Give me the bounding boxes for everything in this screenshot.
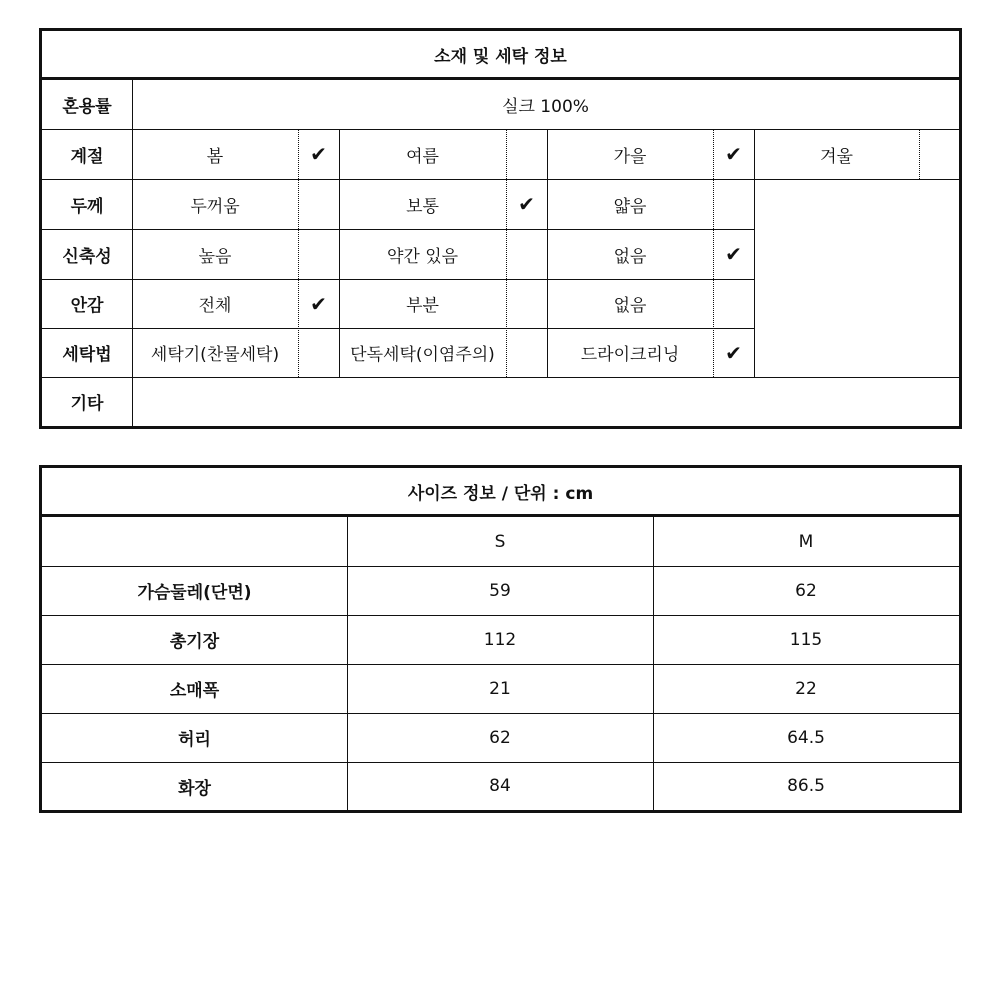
material-care-table [39,28,962,429]
row-label-blend: 혼용률 [62,97,112,117]
lining-check-none [713,279,754,328]
size-value-m: 62 [795,580,817,601]
thickness-check-thin [713,179,754,229]
size-table-body [42,517,959,810]
season-check-winter [919,129,959,179]
wash-option-separate: 단독세탁(이염주의) [350,345,495,365]
size-table-title: 사이즈 정보 / 단위 : cm [42,468,959,517]
size-value-s: 84 [489,776,511,796]
size-value-m: 86.5 [787,776,825,796]
stretch-check-none: ✔ [725,242,742,266]
season-check-summer [506,129,547,179]
size-info-table [39,465,962,813]
size-row-label: 소매폭 [169,681,220,701]
row-label-stretch: 신축성 [62,246,112,267]
stretch-option-none: 없음 [613,246,647,267]
size-value-m: 64.5 [787,727,825,748]
stretch-check-slight [506,229,547,279]
season-option-spring: 봄 [206,146,224,167]
size-value-s: 59 [489,580,511,601]
season-check-spring: ✔ [310,142,327,166]
season-option-autumn: 가을 [613,146,647,167]
lining-option-partial: 부분 [406,296,439,316]
thickness-option-normal: 보통 [406,196,439,217]
etc-value [132,377,959,426]
wash-check-separate [506,328,547,377]
lining-option-none: 없음 [613,296,647,316]
stretch-option-high: 높음 [198,246,232,267]
size-value-m: 22 [795,678,817,699]
season-option-summer: 여름 [406,146,439,167]
size-row-label: 총기장 [169,632,220,652]
wash-option-dryclean: 드라이크리닝 [580,345,680,365]
stretch-check-high [298,229,339,279]
size-header-blank [42,517,347,566]
size-row-label: 화장 [178,778,211,799]
thickness-option-thin: 얇음 [613,196,647,217]
stretch-option-slight: 약간 있음 [386,246,459,267]
size-value-s: 112 [483,629,517,650]
size-value-s: 62 [489,727,511,748]
season-option-winter: 겨울 [820,146,853,167]
wash-check-dryclean: ✔ [725,340,742,365]
row-label-lining: 안감 [70,296,104,316]
blend-value: 실크 100% [502,97,589,117]
thickness-check-normal: ✔ [518,192,535,216]
thickness-option-thick: 두꺼움 [190,196,240,217]
lining-option-full: 전체 [198,296,232,316]
wash-option-machine: 세탁기(찬물세탁) [150,345,280,365]
material-table-title: 소재 및 세탁 정보 [42,31,959,80]
lining-check-partial [506,279,547,328]
row-label-thickness: 두께 [70,196,104,217]
row-label-wash: 세탁법 [62,345,112,365]
size-value-s: 21 [489,678,511,699]
material-table-body [42,80,959,426]
size-value-m: 115 [789,629,823,650]
wash-check-machine [298,328,339,377]
size-col-m: M [798,531,814,552]
thickness-check-thick [298,179,339,229]
season-check-autumn: ✔ [725,142,742,166]
row-label-season: 계절 [70,146,104,167]
lining-check-full: ✔ [310,291,327,316]
row-label-etc: 기타 [70,394,104,414]
size-row-label: 허리 [178,730,211,750]
size-col-s: S [494,531,506,552]
size-row-label: 가슴둘레(단면) [137,583,252,603]
